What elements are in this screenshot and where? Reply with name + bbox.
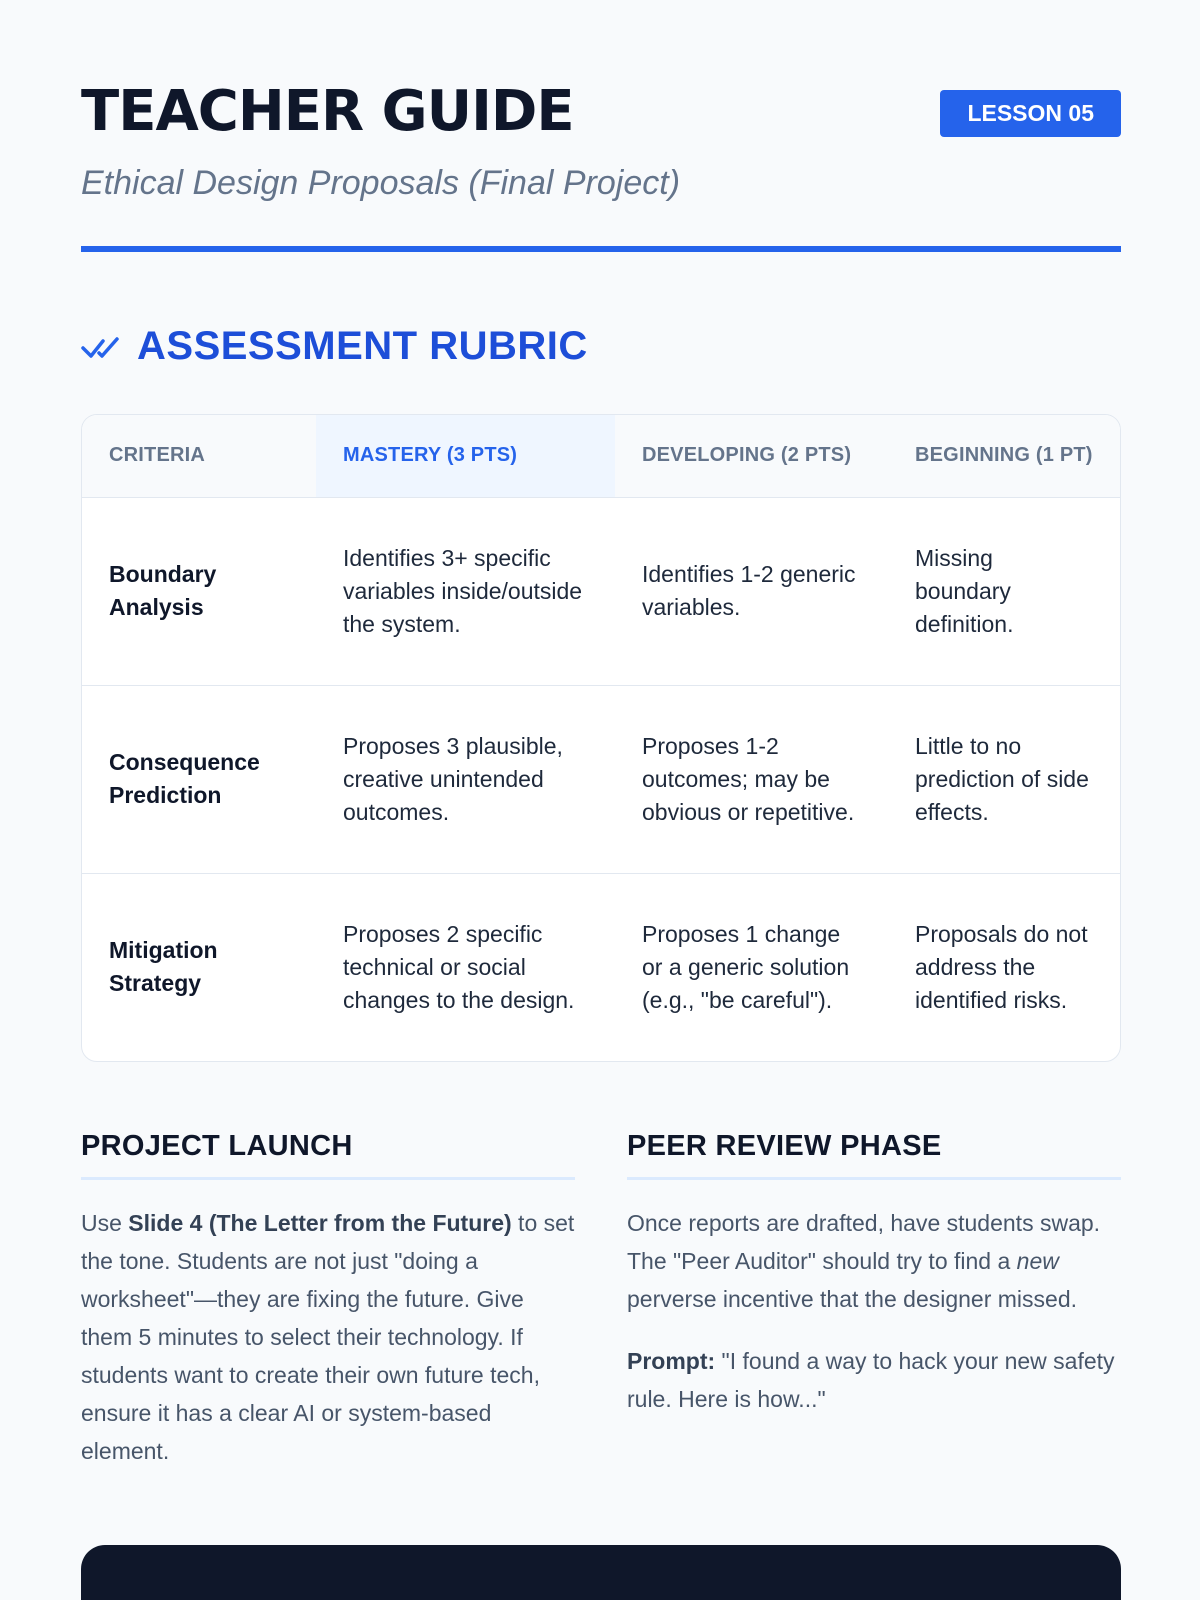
prompt-label: Prompt: — [627, 1348, 716, 1374]
developing-cell: Proposes 1-2 outcomes; may be obvious or repetitive. — [615, 685, 888, 873]
peer-review-prompt — [627, 1342, 1121, 1418]
header-mastery: MASTERY (3 PTS) — [316, 415, 615, 497]
criteria-cell: Mitigation Strategy — [109, 937, 218, 997]
peer-text-after: perverse incentive that the designer missed. — [627, 1286, 1078, 1312]
launch-text-before: Use — [81, 1210, 129, 1236]
project-launch-section — [81, 1130, 575, 1470]
teacher-guide-page — [81, 0, 1121, 1464]
peer-review-text — [627, 1204, 1121, 1318]
project-launch-text — [81, 1204, 575, 1470]
rubric-title: ASSESSMENT RUBRIC — [137, 324, 588, 368]
prompt-text: "I found a way to hack your new safety rule. Here is how..." — [627, 1348, 1115, 1412]
criteria-cell: Consequence Prediction — [82, 685, 316, 873]
table-row — [82, 873, 1121, 1061]
page-subtitle: Ethical Design Proposals (Final Project) — [81, 164, 681, 202]
page-title: TEACHER GUIDE — [81, 79, 574, 144]
project-launch-title: PROJECT LAUNCH — [81, 1130, 575, 1180]
mastery-cell: Proposes 2 specific technical or social changes to the design. — [343, 920, 575, 1013]
peer-text-emphasis: new — [1016, 1248, 1059, 1274]
assessment-rubric-table — [81, 414, 1121, 1062]
mastery-cell: Identifies 3+ specific variables inside/outside the system. — [316, 497, 615, 685]
guide-header — [81, 0, 1121, 252]
rubric-header-row — [82, 415, 1121, 497]
rubric-section-title — [81, 324, 588, 369]
developing-cell: Identifies 1-2 generic variables. — [615, 497, 888, 685]
double-check-icon — [81, 333, 121, 361]
peer-text-before: Once reports are drafted, have students swap. The "Peer Auditor" should try to find a — [627, 1210, 1101, 1274]
beginning-cell: Little to no prediction of side effects. — [888, 685, 1121, 873]
table-row — [82, 497, 1121, 685]
beginning-cell: Missing boundary definition. — [888, 497, 1121, 685]
mastery-cell: Proposes 3 plausible, creative unintended outcomes. — [316, 685, 615, 873]
developing-cell: Proposes 1 change or a generic solution (e.g., "be careful"). — [642, 920, 850, 1013]
beginning-cell: Proposals do not address the identified risks. — [915, 920, 1088, 1013]
dark-callout-box — [81, 1545, 1121, 1600]
peer-review-section — [627, 1130, 1121, 1418]
peer-review-title: PEER REVIEW PHASE — [627, 1130, 1121, 1180]
launch-text-after: to set the tone. Students are not just "doing a worksheet"—they are fixing the future. Give them 5 minutes to select their technology. If students want to create their own future tech, ensure it has a clear AI or system-based element. — [81, 1210, 575, 1464]
criteria-cell: Boundary Analysis — [82, 497, 316, 685]
header-criteria: CRITERIA — [82, 415, 316, 497]
table-row — [82, 685, 1121, 873]
launch-slide-reference: Slide 4 (The Letter from the Future) — [128, 1210, 512, 1236]
header-beginning: BEGINNING (1 PT) — [888, 415, 1121, 497]
lesson-badge: LESSON 05 — [940, 90, 1121, 137]
header-developing: DEVELOPING (2 PTS) — [615, 415, 888, 497]
